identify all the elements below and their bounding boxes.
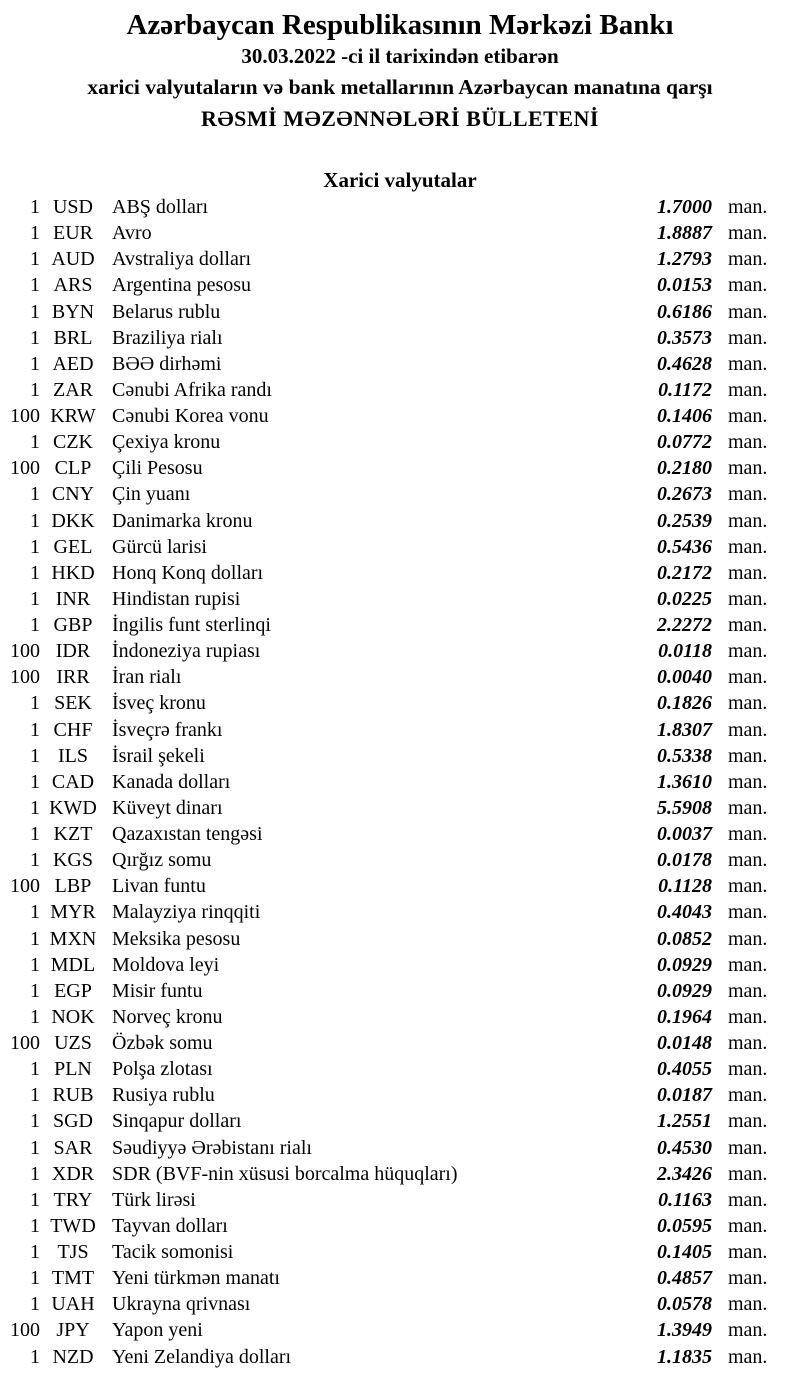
currency-name: İsveçrə frankı <box>112 718 223 741</box>
rate-value: 0.0040 <box>657 666 712 689</box>
currency-code: EUR <box>53 222 93 245</box>
rate-row <box>0 612 800 638</box>
rate-unit-label: man. <box>728 483 768 506</box>
rate-quantity: 1 <box>30 1267 40 1290</box>
rate-row <box>0 664 800 690</box>
currency-code: TRY <box>53 1188 93 1211</box>
currency-name: Səudiyyə Ərəbistanı rialı <box>112 1136 312 1159</box>
currency-name: İndoneziya rupiası <box>112 640 261 663</box>
currency-code: INR <box>55 587 91 610</box>
rate-quantity: 1 <box>30 561 40 584</box>
rate-unit-label: man. <box>728 561 768 584</box>
currency-name: Livan funtu <box>112 875 206 898</box>
section-title-foreign-currencies: Xarici valyutalar <box>323 168 477 192</box>
rate-row <box>0 952 800 978</box>
rate-quantity: 1 <box>30 692 40 715</box>
currency-code: CAD <box>51 770 95 793</box>
rate-value: 1.2793 <box>657 248 712 271</box>
rate-quantity: 1 <box>30 535 40 558</box>
rate-unit-label: man. <box>728 1032 768 1054</box>
rate-row <box>0 1317 800 1343</box>
rate-unit-label: man. <box>728 1136 768 1159</box>
currency-code: CNY <box>51 483 95 506</box>
rate-quantity: 100 <box>10 1319 40 1342</box>
rate-value: 1.1835 <box>657 1345 712 1368</box>
rate-value: 0.4857 <box>657 1267 712 1290</box>
rate-unit-label: man. <box>728 509 768 532</box>
rate-row <box>0 299 800 325</box>
rate-row <box>0 534 800 560</box>
bulletin-header <box>0 0 800 134</box>
rate-unit-label: man. <box>728 1293 768 1316</box>
rate-row <box>0 1161 800 1187</box>
rate-quantity: 1 <box>30 196 40 218</box>
currency-name: Hindistan rupisi <box>112 587 241 610</box>
currency-name: Malayziya rinqqiti <box>112 901 261 924</box>
currency-name: İsveç kronu <box>112 692 206 715</box>
rate-unit-label: man. <box>728 326 768 349</box>
rate-unit-label: man. <box>728 248 768 271</box>
rate-unit-label: man. <box>728 352 768 375</box>
currency-name: Norveç kronu <box>112 1005 223 1028</box>
rate-unit-label: man. <box>728 927 768 950</box>
currency-name: Moldova leyi <box>112 953 220 976</box>
rate-row <box>0 508 800 534</box>
rate-unit-label: man. <box>728 535 768 558</box>
currency-name: Avro <box>112 222 152 245</box>
rate-quantity: 1 <box>30 352 40 375</box>
rate-unit-label: man. <box>728 1110 768 1133</box>
rate-row <box>0 272 800 298</box>
currency-code: JPY <box>56 1319 90 1342</box>
rate-row <box>0 821 800 847</box>
rate-value: 0.4043 <box>657 901 712 924</box>
rate-unit-label: man. <box>728 875 768 898</box>
currency-name: Meksika pesosu <box>112 927 241 950</box>
rate-unit-label: man. <box>728 1214 768 1237</box>
rate-unit-label: man. <box>728 222 768 245</box>
rate-row <box>0 769 800 795</box>
rate-value: 0.0037 <box>657 823 712 845</box>
currency-name: Qazaxıstan tengəsi <box>112 823 263 845</box>
currency-name: Cənubi Korea vonu <box>112 405 269 427</box>
rate-value: 1.3949 <box>657 1319 712 1342</box>
rate-row <box>0 1213 800 1239</box>
rate-row <box>0 743 800 769</box>
rate-row <box>0 717 800 743</box>
currency-code: UZS <box>54 1032 92 1054</box>
rate-row <box>0 481 800 507</box>
rate-row <box>0 220 800 246</box>
rate-value: 1.8307 <box>657 718 712 741</box>
rate-quantity: 1 <box>30 1293 40 1316</box>
currency-name: ABŞ dolları <box>112 196 209 218</box>
currency-code: RUB <box>52 1084 94 1107</box>
rate-row <box>0 873 800 899</box>
rate-quantity: 1 <box>30 979 40 1002</box>
rate-quantity: 1 <box>30 509 40 532</box>
currency-name: Yeni türkmən manatı <box>112 1267 280 1290</box>
rate-row <box>0 690 800 716</box>
rate-quantity: 1 <box>30 587 40 610</box>
currency-code: CLP <box>54 457 92 480</box>
rate-row <box>0 403 800 429</box>
currency-code: LBP <box>54 875 92 898</box>
currency-code: NZD <box>52 1345 94 1368</box>
rate-unit-label: man. <box>728 1005 768 1028</box>
currency-code: TJS <box>57 1241 89 1263</box>
rate-row <box>0 795 800 821</box>
currency-name: Qırğız somu <box>112 849 212 872</box>
currency-code: ARS <box>53 274 93 297</box>
rate-quantity: 1 <box>30 222 40 245</box>
currency-name: Kanada dolları <box>112 770 231 793</box>
subject-line: xarici valyutaların və bank metallarının Azərbaycan manatına qarşı <box>87 75 713 99</box>
rate-row <box>0 1108 800 1134</box>
rate-row <box>0 194 800 220</box>
currency-code: MDL <box>50 953 96 976</box>
currency-name: Küveyt dinarı <box>112 796 223 819</box>
rate-value: 0.1163 <box>658 1188 712 1211</box>
currency-code: GEL <box>53 535 93 558</box>
rate-value: 0.4055 <box>657 1058 712 1081</box>
currency-code: KZT <box>53 823 93 845</box>
rate-unit-label: man. <box>728 614 768 636</box>
rate-row <box>0 586 800 612</box>
rate-unit-label: man. <box>728 849 768 872</box>
rate-quantity: 1 <box>30 1005 40 1028</box>
currency-name: Tayvan dolları <box>112 1214 228 1237</box>
rate-value: 0.1172 <box>658 378 712 401</box>
rate-unit-label: man. <box>728 640 768 663</box>
currency-code: XDR <box>51 1162 95 1185</box>
currency-name: Çexiya kronu <box>112 431 221 454</box>
rate-unit-label: man. <box>728 1188 768 1211</box>
currency-name: Sinqapur dolları <box>112 1110 242 1133</box>
rate-quantity: 1 <box>30 1058 40 1081</box>
currency-code: AUD <box>51 248 95 271</box>
rate-value: 1.8887 <box>657 222 712 245</box>
currency-name: Belarus rublu <box>112 300 221 323</box>
rate-unit-label: man. <box>728 405 768 427</box>
rate-unit-label: man. <box>728 979 768 1002</box>
rate-row <box>0 455 800 481</box>
rate-quantity: 1 <box>30 483 40 506</box>
rate-quantity: 1 <box>30 1214 40 1237</box>
currency-code: PLN <box>54 1058 92 1081</box>
rate-row <box>0 1135 800 1161</box>
rate-row <box>0 1004 800 1030</box>
rate-value: 0.1964 <box>657 1005 712 1028</box>
currency-code: NOK <box>51 1005 95 1028</box>
currency-code: CZK <box>53 431 93 454</box>
rate-unit-label: man. <box>728 300 768 323</box>
currency-name: Rusiya rublu <box>112 1084 215 1107</box>
rate-value: 2.3426 <box>657 1162 712 1185</box>
rate-quantity: 100 <box>10 666 40 689</box>
currency-name: İran rialı <box>112 666 182 689</box>
rate-unit-label: man. <box>728 196 768 218</box>
currency-code: KGS <box>52 849 93 872</box>
rate-row <box>0 377 800 403</box>
currency-code: SGD <box>52 1110 93 1133</box>
currency-name: Danimarka kronu <box>112 509 253 532</box>
rate-value: 0.2172 <box>657 561 712 584</box>
rate-value: 1.2551 <box>657 1110 712 1133</box>
rate-value: 0.0595 <box>657 1214 712 1237</box>
currency-code: UAH <box>51 1293 95 1316</box>
rate-row <box>0 638 800 664</box>
rate-quantity: 100 <box>10 1032 40 1054</box>
rate-unit-label: man. <box>728 901 768 924</box>
currency-name: Misir funtu <box>112 979 203 1002</box>
rate-unit-label: man. <box>728 796 768 819</box>
currency-code: GBP <box>53 614 93 636</box>
rate-row <box>0 1239 800 1265</box>
rate-quantity: 1 <box>30 1188 40 1211</box>
rate-row <box>0 429 800 455</box>
currency-name: Çili Pesosu <box>112 457 203 480</box>
currency-name: Çin yuanı <box>112 483 191 506</box>
rate-value: 0.0852 <box>657 927 712 950</box>
rate-unit-label: man. <box>728 587 768 610</box>
rate-quantity: 1 <box>30 744 40 767</box>
currency-code: DKK <box>51 509 95 532</box>
rate-unit-label: man. <box>728 378 768 401</box>
currency-name: Honq Konq dolları <box>112 561 264 584</box>
rate-unit-label: man. <box>728 692 768 715</box>
currency-code: KRW <box>50 405 96 427</box>
bulletin-title: RƏSMİ MƏZƏNNƏLƏRİ BÜLLETENİ <box>201 106 599 131</box>
currency-name: İngilis funt sterlinqi <box>112 614 271 636</box>
rate-quantity: 1 <box>30 1241 40 1263</box>
currency-code: BYN <box>51 300 95 323</box>
rate-value: 0.0772 <box>657 431 712 454</box>
currency-code: EGP <box>54 979 92 1002</box>
currency-code: AED <box>52 352 94 375</box>
rate-value: 5.5908 <box>657 796 712 819</box>
rate-value: 0.0118 <box>658 640 712 663</box>
rate-value: 0.0148 <box>657 1032 712 1054</box>
rate-quantity: 1 <box>30 326 40 349</box>
rate-unit-label: man. <box>728 718 768 741</box>
currency-code: HKD <box>51 561 95 584</box>
rate-row <box>0 926 800 952</box>
rate-row <box>0 978 800 1004</box>
currency-name: Özbək somu <box>112 1032 213 1054</box>
rate-unit-label: man. <box>728 770 768 793</box>
rates-table <box>0 194 800 1370</box>
rate-value: 0.5436 <box>657 535 712 558</box>
currency-code: SEK <box>54 692 92 715</box>
rate-value: 0.3573 <box>657 326 712 349</box>
currency-name: Polşa zlotası <box>112 1058 213 1081</box>
rate-row <box>0 1291 800 1317</box>
currency-code: IDR <box>55 640 91 663</box>
rate-value: 2.2272 <box>657 614 712 636</box>
rate-unit-label: man. <box>728 1267 768 1290</box>
rate-quantity: 1 <box>30 1345 40 1368</box>
rate-quantity: 1 <box>30 431 40 454</box>
rate-quantity: 1 <box>30 823 40 845</box>
rate-value: 0.0929 <box>657 953 712 976</box>
rate-unit-label: man. <box>728 1084 768 1107</box>
rate-unit-label: man. <box>728 457 768 480</box>
rate-quantity: 1 <box>30 901 40 924</box>
currency-code: SAR <box>53 1136 93 1159</box>
rate-value: 0.2539 <box>657 509 712 532</box>
rate-value: 1.7000 <box>657 196 712 218</box>
currency-name: Gürcü larisi <box>112 535 207 558</box>
rate-value: 0.4530 <box>657 1136 712 1159</box>
rate-value: 0.6186 <box>657 300 712 323</box>
rate-quantity: 1 <box>30 1110 40 1133</box>
rate-row <box>0 1056 800 1082</box>
rate-quantity: 100 <box>10 457 40 480</box>
currency-code: IRR <box>56 666 90 689</box>
rate-quantity: 1 <box>30 718 40 741</box>
rate-value: 0.5338 <box>657 744 712 767</box>
rate-quantity: 1 <box>30 274 40 297</box>
rate-row <box>0 1187 800 1213</box>
rate-row <box>0 351 800 377</box>
rate-unit-label: man. <box>728 953 768 976</box>
currency-code: CHF <box>53 718 93 741</box>
rate-value: 0.0178 <box>657 849 712 872</box>
rate-value: 0.0225 <box>657 587 712 610</box>
rate-value: 0.0187 <box>657 1084 712 1107</box>
currency-code: TWD <box>50 1214 96 1237</box>
rate-unit-label: man. <box>728 1058 768 1081</box>
currency-name: Avstraliya dolları <box>112 248 252 271</box>
rate-value: 0.0153 <box>657 274 712 297</box>
rate-value: 0.4628 <box>657 352 712 375</box>
effective-date-line: 30.03.2022 -ci il tarixindən etibarən <box>241 44 559 68</box>
rate-row <box>0 1082 800 1108</box>
currency-name: İsrail şekeli <box>112 744 205 767</box>
rate-quantity: 1 <box>30 1136 40 1159</box>
currency-name: Yapon yeni <box>112 1319 203 1342</box>
currency-code: MYR <box>50 901 96 924</box>
rate-unit-label: man. <box>728 823 768 845</box>
currency-name: Cənubi Afrika randı <box>112 378 272 401</box>
currency-code: ILS <box>58 744 88 767</box>
rate-row <box>0 1344 800 1370</box>
currency-code: MXN <box>49 927 97 950</box>
rate-quantity: 1 <box>30 300 40 323</box>
rate-quantity: 1 <box>30 614 40 636</box>
rate-value: 0.1128 <box>658 875 712 898</box>
rate-quantity: 1 <box>30 770 40 793</box>
currency-code: KWD <box>49 796 97 819</box>
rate-value: 0.1826 <box>657 692 712 715</box>
rate-quantity: 1 <box>30 927 40 950</box>
currency-name: Ukrayna qrivnası <box>112 1293 251 1316</box>
rate-quantity: 1 <box>30 248 40 271</box>
rate-value: 0.2673 <box>657 483 712 506</box>
rate-value: 1.3610 <box>657 770 712 793</box>
rate-value: 0.0929 <box>657 979 712 1002</box>
currency-code: TMT <box>51 1267 95 1290</box>
currency-code: ZAR <box>53 378 93 401</box>
rate-value: 0.1405 <box>657 1241 712 1263</box>
rate-unit-label: man. <box>728 431 768 454</box>
rate-unit-label: man. <box>728 1241 768 1263</box>
bank-name-title: Azərbaycan Respublikasının Mərkəzi Bankı <box>126 9 674 41</box>
currency-code: USD <box>52 196 93 218</box>
currency-name: Yeni Zelandiya dolları <box>112 1345 292 1368</box>
rate-unit-label: man. <box>728 744 768 767</box>
rate-row <box>0 899 800 925</box>
rate-row <box>0 246 800 272</box>
rate-quantity: 100 <box>10 640 40 663</box>
rate-row <box>0 847 800 873</box>
currency-code: BRL <box>53 326 93 349</box>
rate-row <box>0 1265 800 1291</box>
rate-quantity: 1 <box>30 849 40 872</box>
rate-quantity: 1 <box>30 1084 40 1107</box>
currency-name: BƏƏ dirhəmi <box>112 352 222 375</box>
rate-quantity: 100 <box>10 875 40 898</box>
rate-value: 0.1406 <box>657 405 712 427</box>
rate-unit-label: man. <box>728 1319 768 1342</box>
rate-quantity: 100 <box>10 405 40 427</box>
rate-row <box>0 1030 800 1056</box>
rate-quantity: 1 <box>30 378 40 401</box>
currency-name: Argentina pesosu <box>112 274 252 297</box>
currency-name: Türk lirəsi <box>112 1188 196 1211</box>
rate-value: 0.0578 <box>657 1293 712 1316</box>
currency-name: SDR (BVF-nin xüsusi borcalma hüquqları) <box>112 1162 458 1185</box>
rate-value: 0.2180 <box>657 457 712 480</box>
rate-quantity: 1 <box>30 796 40 819</box>
currency-name: Braziliya rialı <box>112 326 223 349</box>
rate-unit-label: man. <box>728 1162 768 1185</box>
rate-row <box>0 560 800 586</box>
rate-unit-label: man. <box>728 1345 768 1368</box>
rate-unit-label: man. <box>728 666 768 689</box>
rate-quantity: 1 <box>30 953 40 976</box>
rate-quantity: 1 <box>30 1162 40 1185</box>
rate-unit-label: man. <box>728 274 768 297</box>
currency-name: Tacik somonisi <box>112 1241 234 1263</box>
rate-row <box>0 325 800 351</box>
